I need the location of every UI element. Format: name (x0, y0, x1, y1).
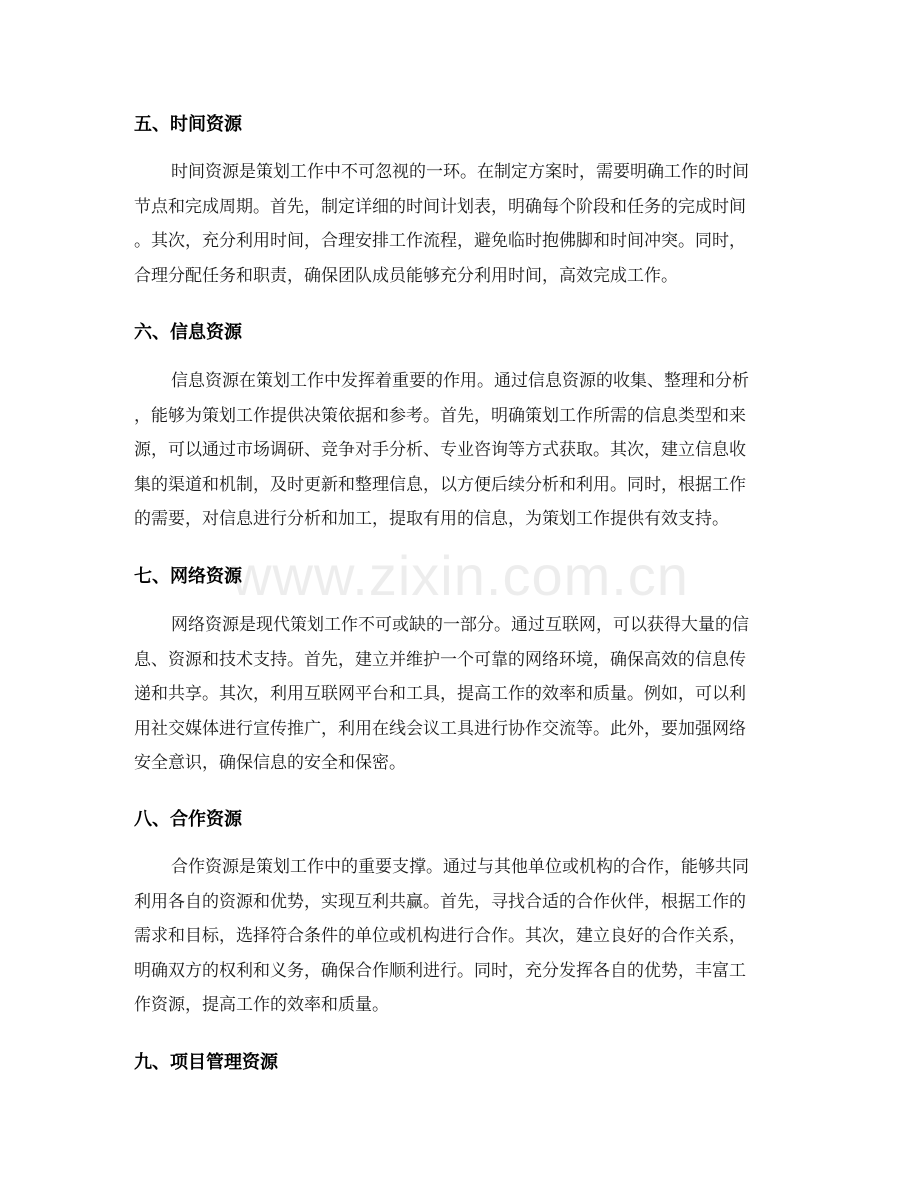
paragraph-line: 利用各自的资源和优势，实现互利共赢。首先，寻找合适的合作伙伴，根据工作的 (134, 891, 746, 912)
section-paragraph-time (134, 155, 786, 293)
paragraph-line: 合作资源是策划工作中的重要支撑。通过与其他单位或机构的合作，能够共同 (171, 857, 749, 877)
paragraph-line: 明确双方的权利和义务，确保合作顺利进行。同时，充分发挥各自的优势，丰富工 (134, 960, 746, 981)
paragraph-line: 集的渠道和机制，及时更新和整理信息，以方便后续分析和利用。同时，根据工作 (134, 474, 746, 495)
paragraph-line: 的需要，对信息进行分析和加工，提取有用的信息，为策划工作提供有效支持。 (134, 509, 729, 530)
paragraph-line: 源，可以通过市场调研、竞争对手分析、专业咨询等方式获取。其次，建立信息收 (134, 440, 746, 461)
section-heading-cooperation: 八、合作资源 (134, 809, 242, 830)
paragraph-line: 息、资源和技术支持。首先，建立并维护一个可靠的网络环境，确保高效的信息传 (134, 649, 746, 670)
paragraph-line: 需求和目标，选择符合条件的单位或机构进行合作。其次，建立良好的合作关系， (134, 926, 746, 947)
paragraph-line: 。其次，充分利用时间，合理安排工作流程，避免临时抱佛脚和时间冲突。同时， (134, 231, 746, 252)
paragraph-line: 合理分配任务和职责，确保团队成员能够充分利用时间，高效完成工作。 (134, 265, 678, 286)
watermark: www.zixin.com.cn (231, 544, 689, 607)
paragraph-line: 安全意识，确保信息的安全和保密。 (134, 753, 406, 774)
paragraph-line: 用社交媒体进行宣传推广，利用在线会议工具进行协作交流等。此外，要加强网络 (134, 718, 746, 739)
section-heading-time: 五、时间资源 (134, 114, 242, 135)
section-heading-information: 六、信息资源 (134, 322, 242, 343)
section-paragraph-network (134, 608, 786, 781)
paragraph-line: 信息资源在策划工作中发挥着重要的作用。通过信息资源的收集、整理和分析 (171, 371, 749, 391)
section-paragraph-cooperation (134, 850, 786, 1023)
paragraph-line: 递和共享。其次，利用互联网平台和工具，提高工作的效率和质量。例如，可以利 (134, 684, 746, 705)
section-paragraph-information (134, 364, 786, 537)
paragraph-line: 节点和完成周期。首先，制定详细的时间计划表，明确每个阶段和任务的完成时间 (134, 196, 746, 217)
section-heading-project-management: 九、项目管理资源 (134, 1052, 278, 1073)
paragraph-line: ，能够为策划工作提供决策依据和参考。首先，明确策划工作所需的信息类型和来 (134, 405, 746, 426)
paragraph-line: 时间资源是策划工作中不可忽视的一环。在制定方案时，需要明确工作的时间 (171, 162, 749, 182)
paragraph-line: 作资源，提高工作的效率和质量。 (134, 995, 389, 1016)
paragraph-line: 网络资源是现代策划工作不可或缺的一部分。通过互联网，可以获得大量的信 (171, 615, 749, 635)
section-heading-network: 七、网络资源 (134, 566, 242, 587)
